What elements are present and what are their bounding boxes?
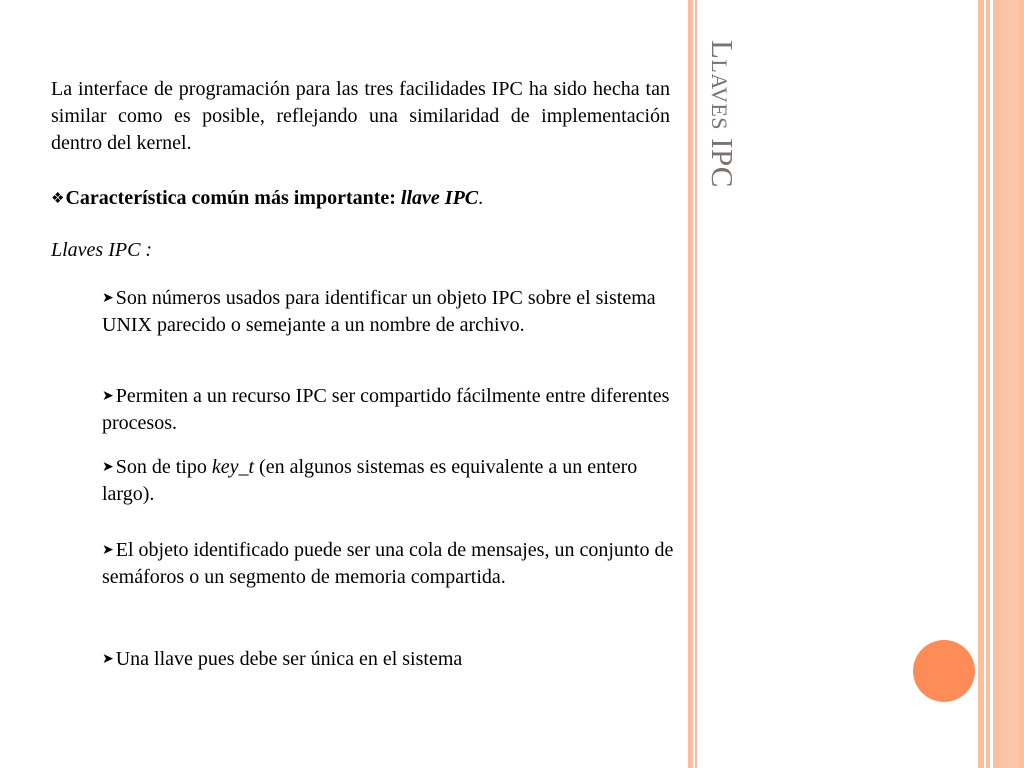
keys-heading: Llaves IPC : <box>51 239 153 261</box>
arrow-bullet-icon: ➤ <box>102 291 114 306</box>
list-item-text: El objeto identificado puede ser una cola de mensajes, un conjunto de semáforos o un segmento de memoria compartida. <box>102 539 674 588</box>
intro-block <box>51 76 670 157</box>
feature-value: llave IPC <box>400 187 479 209</box>
arrow-bullet-icon: ➤ <box>102 652 114 667</box>
list-item <box>102 383 677 437</box>
decor-stripe <box>688 0 693 768</box>
list-item-text: Una llave pues debe ser única en el sistema <box>115 648 463 670</box>
list-item <box>102 454 677 508</box>
list-item-text-post: (en algunos sistemas es equivalente a un entero largo). <box>102 456 638 505</box>
list-item <box>102 646 677 673</box>
list-item-text-pre: Son de tipo <box>115 456 212 478</box>
decor-stripe <box>986 0 990 768</box>
arrow-bullet-icon: ➤ <box>102 389 114 404</box>
slide-title-text: Llaves IPC <box>705 40 740 188</box>
list-item-text: Permiten a un recurso IPC ser compartido fácilmente entre diferentes procesos. <box>102 385 670 434</box>
diamond-bullet-icon: ❖ <box>51 191 65 207</box>
list-item <box>102 537 677 591</box>
intro-paragraph: La interface de programación para las tres facilidades IPC ha sido hecha tan similar como es posible, reflejando una similaridad de implementación dentro del kernel. <box>51 78 670 154</box>
list-item-text-italic: key_t <box>211 456 255 478</box>
decor-stripe <box>978 0 984 768</box>
list-item <box>102 285 677 339</box>
slide-title <box>705 40 748 220</box>
decor-circle <box>913 640 975 702</box>
feature-line <box>51 185 483 213</box>
decor-stripe <box>695 0 697 768</box>
decor-stripe <box>999 0 1019 768</box>
feature-suffix: . <box>478 187 484 209</box>
arrow-bullet-icon: ➤ <box>102 543 114 558</box>
arrow-bullet-icon: ➤ <box>102 460 114 475</box>
list-item-text: Son números usados para identificar un objeto IPC sobre el sistema UNIX parecido o semejante a un nombre de archivo. <box>102 287 656 336</box>
feature-label: Característica común más importante: <box>65 187 401 209</box>
